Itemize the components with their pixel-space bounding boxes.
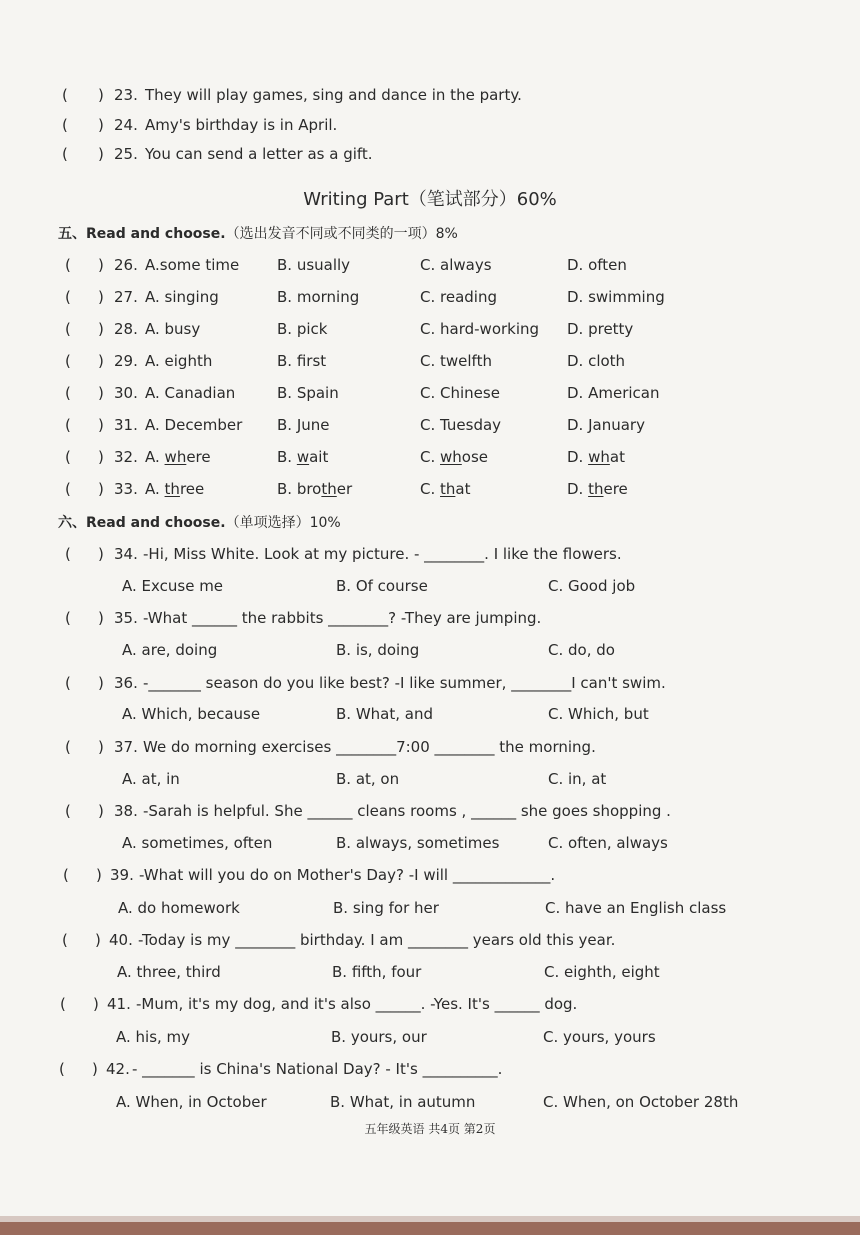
question-number: 37. <box>114 738 138 756</box>
question-number: 42. <box>106 1060 130 1078</box>
option-b: B. wait <box>277 448 329 466</box>
answer-paren: ) <box>96 866 102 884</box>
question-text: You can send a letter as a gift. <box>145 145 373 163</box>
table-surface <box>0 1222 860 1235</box>
option-b: B. fifth, four <box>332 963 422 981</box>
option-b: B. What, and <box>336 705 433 723</box>
option-a: A. eighth <box>145 352 213 370</box>
question-number: 39. <box>110 866 134 884</box>
answer-paren: ) <box>98 738 104 756</box>
option-d: D. swimming <box>567 288 665 306</box>
answer-paren: ) <box>92 1060 98 1078</box>
option-a: A.some time <box>145 256 240 274</box>
question-number: 24. <box>114 116 138 134</box>
option-c: C. hard-working <box>420 320 540 338</box>
option-b: B. is, doing <box>336 641 420 659</box>
question-text: -What ______ the rabbits ________? -They are jumping. <box>143 609 542 627</box>
option-a: A. are, doing <box>122 641 218 659</box>
option-c: C. do, do <box>548 641 615 659</box>
answer-paren: ) <box>93 995 99 1013</box>
option-c: C. When, on October 28th <box>543 1093 739 1111</box>
answer-paren: ) <box>98 352 104 370</box>
question-text: -Mum, it's my dog, and it's also ______. -Yes. It's ______ dog. <box>136 995 578 1013</box>
option-c: C. have an English class <box>545 899 727 917</box>
section-6-heading <box>58 512 341 532</box>
answer-paren: ( <box>62 931 68 949</box>
option-a: A. Canadian <box>145 384 236 402</box>
option-a: A. busy <box>145 320 201 338</box>
option-a: A. Excuse me <box>122 577 224 595</box>
question-number: 41. <box>107 995 131 1013</box>
answer-paren: ) <box>98 802 104 820</box>
answer-paren: ( <box>60 995 66 1013</box>
answer-paren: ( <box>65 384 71 402</box>
option-b: B. sing for her <box>333 899 439 917</box>
option-c: C. reading <box>420 288 497 306</box>
option-b: B. Spain <box>277 384 339 402</box>
answer-paren-open: ( <box>62 145 68 163</box>
option-c: C. always <box>420 256 492 274</box>
question-number: 26. <box>114 256 138 274</box>
option-a: A. his, my <box>116 1028 191 1046</box>
answer-paren: ) <box>95 931 101 949</box>
answer-paren: ( <box>65 320 71 338</box>
question-number: 25. <box>114 145 138 163</box>
question-text: -Sarah is helpful. She ______ cleans rooms , ______ she goes shopping . <box>143 802 671 820</box>
question-number: 23. <box>114 86 138 104</box>
section-6-number: 六、 <box>58 515 86 531</box>
option-b: B. pick <box>277 320 328 338</box>
answer-paren: ) <box>98 416 104 434</box>
answer-paren: ) <box>98 448 104 466</box>
option-d: D. often <box>567 256 627 274</box>
answer-paren: ) <box>98 480 104 498</box>
answer-paren-close: ) <box>98 145 104 163</box>
answer-paren: ( <box>63 866 69 884</box>
section-5-number: 五、 <box>58 226 86 242</box>
answer-paren: ( <box>65 545 71 563</box>
answer-paren: ( <box>65 352 71 370</box>
option-a: A. December <box>145 416 243 434</box>
answer-paren: ) <box>98 674 104 692</box>
question-number: 31. <box>114 416 138 434</box>
option-c: C. often, always <box>548 834 668 852</box>
option-d: D. January <box>567 416 645 434</box>
option-b: B. June <box>277 416 330 434</box>
option-b: B. at, on <box>336 770 400 788</box>
question-number: 28. <box>114 320 138 338</box>
question-number: 36. <box>114 674 138 692</box>
option-a: A. three, third <box>117 963 221 981</box>
answer-paren: ) <box>98 320 104 338</box>
option-c: C. Which, but <box>548 705 649 723</box>
option-c: C. that <box>420 480 471 498</box>
section-5-instruction: （选出发音不同或不同类的一项）8% <box>225 226 458 242</box>
option-d: D. pretty <box>567 320 634 338</box>
question-number: 29. <box>114 352 138 370</box>
section-5-heading <box>58 223 458 243</box>
option-d: D. cloth <box>567 352 626 370</box>
answer-paren-open: ( <box>62 116 68 134</box>
option-d: D. American <box>567 384 660 402</box>
answer-paren: ( <box>65 448 71 466</box>
question-text: -Today is my ________ birthday. I am ________ years old this year. <box>138 931 616 949</box>
answer-paren: ( <box>59 1060 65 1078</box>
option-b: B. first <box>277 352 327 370</box>
option-b: B. yours, our <box>331 1028 427 1046</box>
option-c: C. yours, yours <box>543 1028 656 1046</box>
question-number: 35. <box>114 609 138 627</box>
answer-paren-close: ) <box>98 116 104 134</box>
answer-paren: ( <box>65 738 71 756</box>
question-text: They will play games, sing and dance in the party. <box>145 86 522 104</box>
option-c: C. twelfth <box>420 352 492 370</box>
option-b: B. Of course <box>336 577 428 595</box>
option-a: A. at, in <box>122 770 180 788</box>
option-d: D. what <box>567 448 625 466</box>
option-a: A. where <box>145 448 211 466</box>
option-b: B. What, in autumn <box>330 1093 476 1111</box>
section-6-instruction: （单项选择）10% <box>225 515 341 531</box>
answer-paren: ) <box>98 609 104 627</box>
option-c: C. in, at <box>548 770 607 788</box>
option-a: A. sometimes, often <box>122 834 273 852</box>
section-5-title: Read and choose. <box>86 226 226 242</box>
answer-paren: ( <box>65 802 71 820</box>
page-footer: 五年级英语 共4页 第2页 <box>364 1122 496 1136</box>
answer-paren: ) <box>98 545 104 563</box>
question-number: 38. <box>114 802 138 820</box>
option-c: C. Good job <box>548 577 636 595</box>
question-number: 33. <box>114 480 138 498</box>
option-a: A. When, in October <box>116 1093 267 1111</box>
option-a: A. do homework <box>118 899 240 917</box>
question-number: 34. <box>114 545 138 563</box>
answer-paren: ( <box>65 609 71 627</box>
question-number: 40. <box>109 931 133 949</box>
answer-paren: ( <box>65 256 71 274</box>
section-6-title: Read and choose. <box>86 515 226 531</box>
answer-paren: ( <box>65 480 71 498</box>
question-number: 32. <box>114 448 138 466</box>
option-c: C. Tuesday <box>420 416 502 434</box>
option-d: D. there <box>567 480 628 498</box>
question-text: -What will you do on Mother's Day? -I will _____________. <box>139 866 556 884</box>
question-text: Amy's birthday is in April. <box>145 116 338 134</box>
option-a: A. Which, because <box>122 705 261 723</box>
answer-paren: ( <box>65 288 71 306</box>
option-b: B. brother <box>277 480 353 498</box>
question-text: -_______ season do you like best? -I like summer, ________I can't swim. <box>143 674 666 692</box>
answer-paren-close: ) <box>98 86 104 104</box>
answer-paren: ( <box>65 674 71 692</box>
option-a: A. three <box>145 480 205 498</box>
writing-part-title: Writing Part（笔试部分）60% <box>303 189 557 210</box>
option-c: C. eighth, eight <box>544 963 660 981</box>
option-b: B. always, sometimes <box>336 834 500 852</box>
option-b: B. morning <box>277 288 360 306</box>
option-c: C. Chinese <box>420 384 500 402</box>
question-text: We do morning exercises ________7:00 ________ the morning. <box>143 738 596 756</box>
question-text: - _______ is China's National Day? - It's __________. <box>132 1060 503 1078</box>
question-text: -Hi, Miss White. Look at my picture. - ________. I like the flowers. <box>143 545 622 563</box>
answer-paren-open: ( <box>62 86 68 104</box>
option-c: C. whose <box>420 448 489 466</box>
question-number: 30. <box>114 384 138 402</box>
answer-paren: ) <box>98 288 104 306</box>
question-number: 27. <box>114 288 138 306</box>
answer-paren: ) <box>98 256 104 274</box>
option-b: B. usually <box>277 256 351 274</box>
answer-paren: ) <box>98 384 104 402</box>
option-a: A. singing <box>145 288 219 306</box>
answer-paren: ( <box>65 416 71 434</box>
